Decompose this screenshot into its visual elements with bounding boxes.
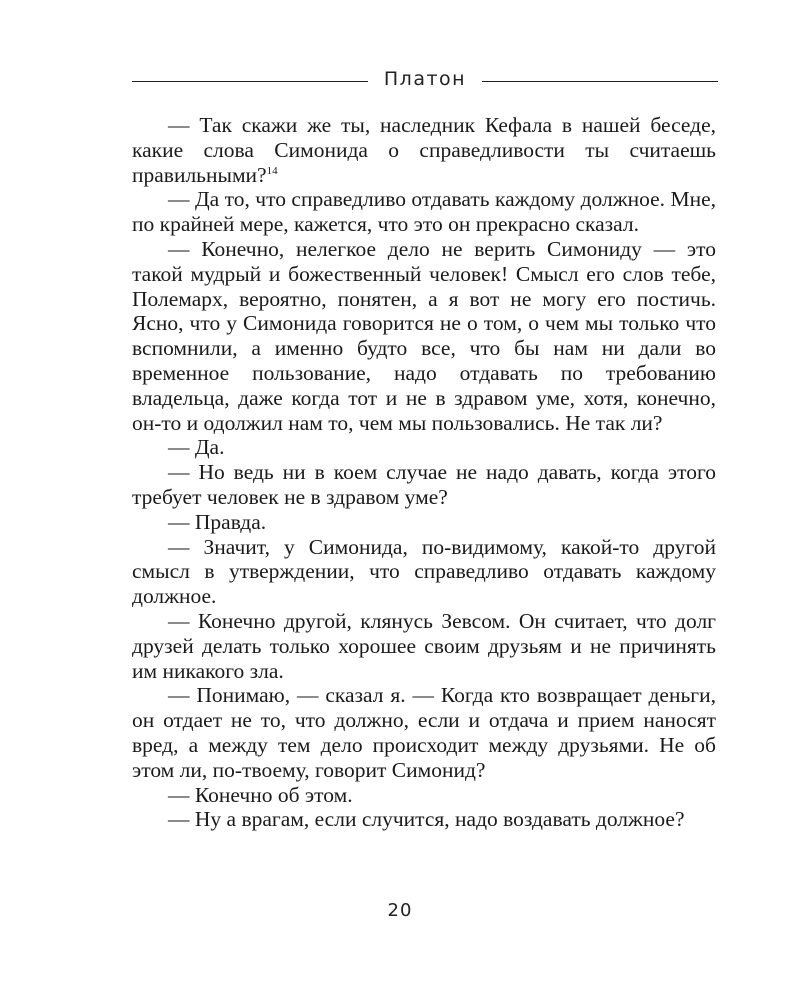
paragraph-text: — Так скажи же ты, наследник Кефала в нашей беседе, какие слова Симонида о справедливости ты считаешь правильными? — [132, 113, 716, 187]
footnote-marker[interactable]: 14 — [266, 164, 278, 177]
paragraph: — Конечно об этом. — [168, 782, 353, 807]
header-rule-right — [482, 81, 718, 82]
paragraph: — Ну а врагам, если случится, надо воздавать должное? — [168, 807, 685, 832]
page-number: 20 — [387, 900, 413, 921]
paragraph: — Понимаю, — сказал я. — Когда кто возвращает деньги, он отдает не то, что должно, если и отдача и прием наносят вред, а между тем дело происходит между друзьями. Не об этом ли, по-твоему, говорит Симонид? — [132, 683, 716, 782]
paragraph: — Конечно другой, клянусь Зевсом. Он считает, что долг друзей делать только хорошее своим друзьям и не причинять им никакого зла. — [132, 608, 716, 683]
paragraph: — Да. — [168, 435, 225, 460]
header-rule-left — [132, 81, 368, 82]
paragraph: — Но ведь ни в коем случае не надо давать, когда этого требует человек не в здравом уме? — [132, 460, 716, 509]
paragraph: — Конечно, нелегкое дело не верить Симониду — это такой мудрый и божественный человек! Смысл его слов тебе, Полемарх, вероятно, понятен, а я вот не могу его постичь. Ясно, что у Симонида говорится не о том, о чем мы только что вспомнили, а именно будто все, что бы нам ни дали во временное пользование, надо отдавать по требованию владельца, даже когда тот и не в здравом уме, хотя, конечно, он-то и одолжил нам то, чем мы пользовались. Не так ли? — [132, 236, 716, 435]
paragraph — [132, 113, 716, 187]
running-header — [132, 66, 718, 96]
paragraph: — Правда. — [168, 509, 267, 534]
body-text — [132, 113, 716, 832]
paragraph: — Значит, у Симонида, по-видимому, какой-то другой смысл в утверждении, что справедливо отдавать каждому должное. — [132, 534, 716, 609]
paragraph: — Да то, что справедливо отдавать каждому должное. Мне, по крайней мере, кажется, что это он прекрасно сказал. — [132, 187, 716, 237]
running-header-title: Платон — [383, 68, 467, 90]
